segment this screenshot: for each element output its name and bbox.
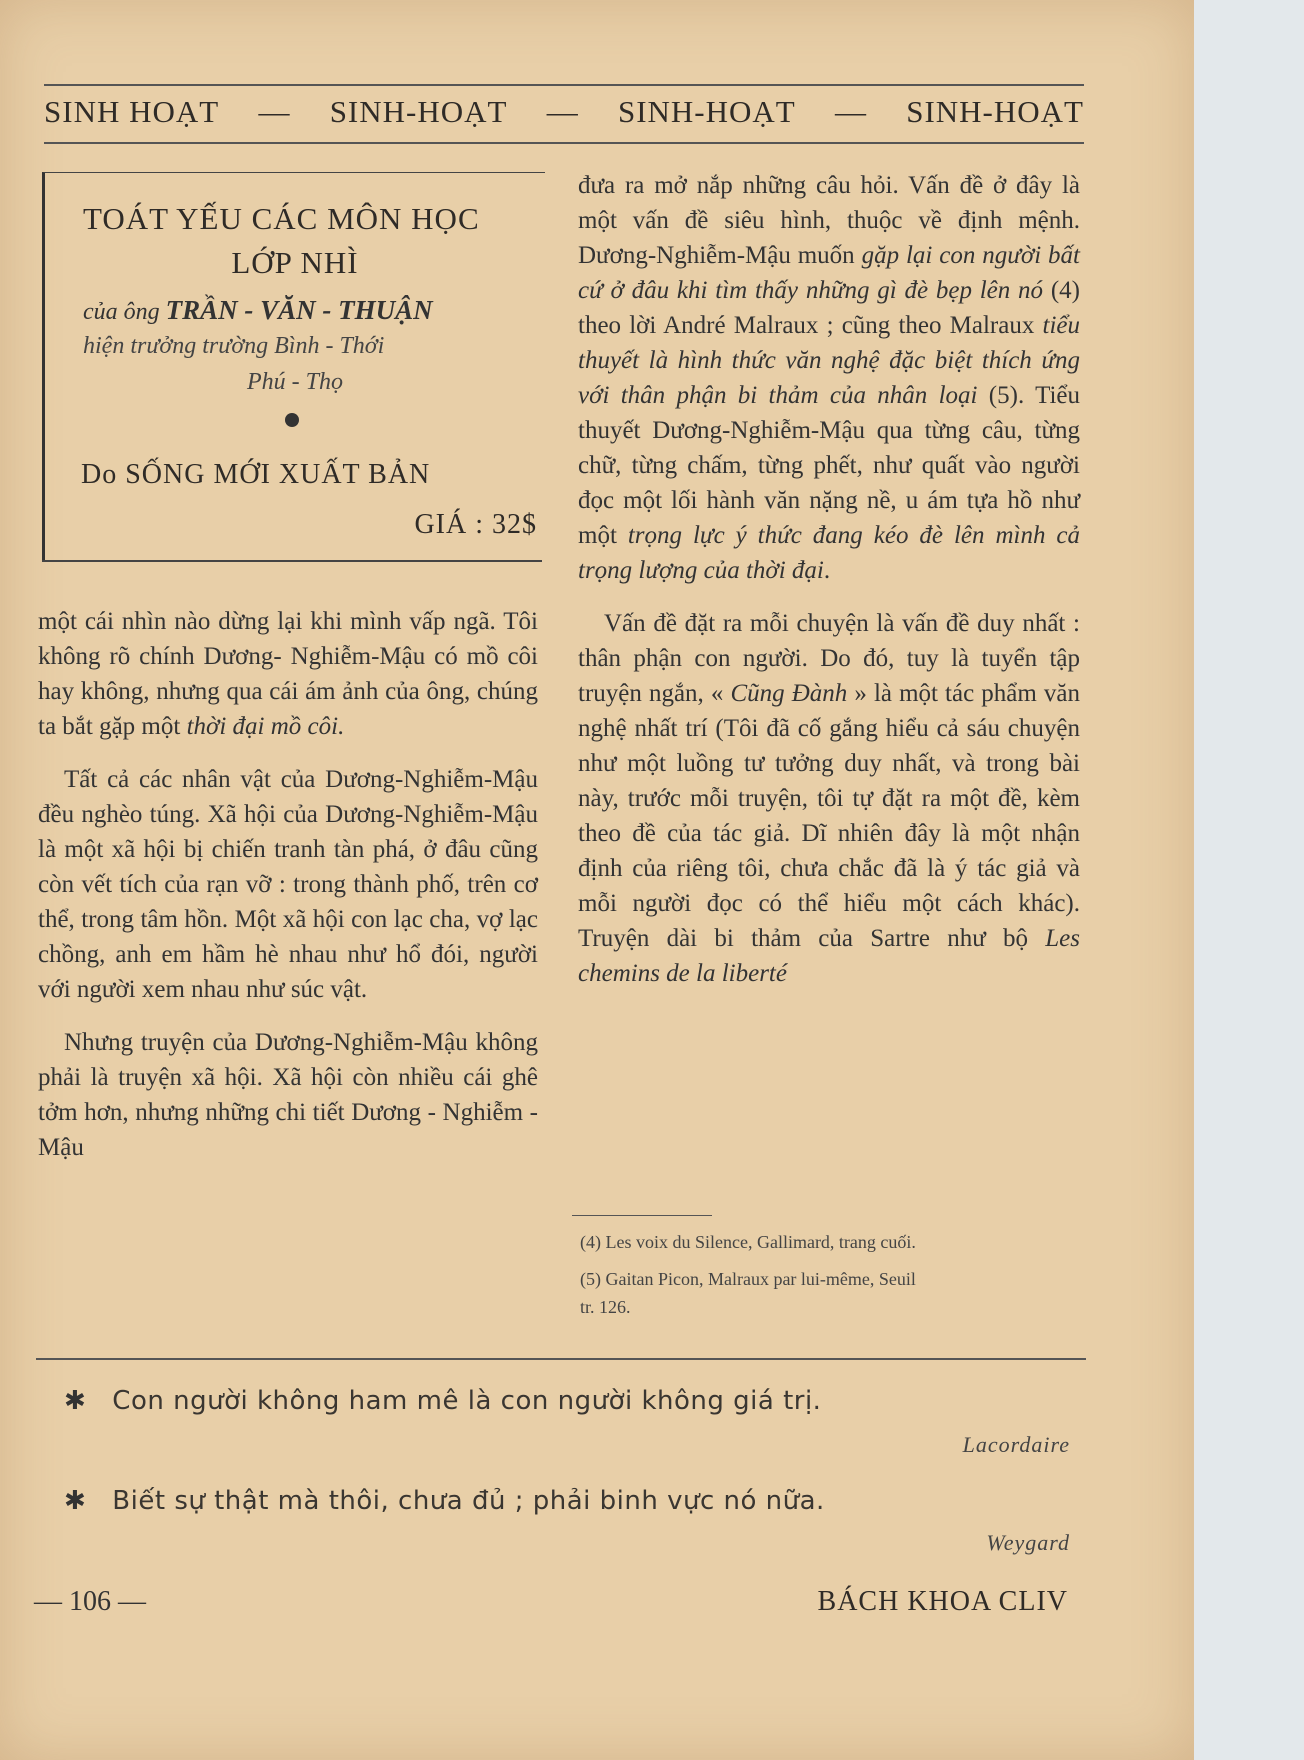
quote-text: Biết sự thật mà thôi, chưa đủ ; phải binh vực nó nữa.: [112, 1486, 825, 1516]
footnote-rule: [572, 1215, 712, 1216]
ad-publisher: Do SỐNG MỚI XUẤT BẢN: [81, 459, 431, 490]
text-line: vấp ngã. Tôi không rõ chính Dương-: [38, 608, 538, 670]
book-advertisement-box: [42, 172, 545, 561]
ad-author-role-line2: Phú - Thọ: [247, 369, 343, 395]
italic-phrase: thời đại mồ côi.: [186, 713, 345, 740]
right-paragraph-1: [578, 168, 1080, 588]
quote-2: [64, 1486, 825, 1516]
text-line: một cái nhìn nào dừng lại khi mình: [38, 608, 402, 635]
quote-1: [64, 1386, 821, 1416]
text-run: .: [823, 557, 831, 584]
ad-author-name: TRẦN - VĂN - THUẬN: [165, 295, 433, 325]
footnote-4: (4) Les voix du Silence, Gallimard, trang cuối.: [580, 1232, 916, 1252]
italic-phrase: trọng lực ý thức đang kéo đè lên mình cả trọng lượng của thời đại: [578, 522, 1080, 584]
header-item: SINH-HOẠT: [329, 94, 508, 129]
text-run: » là một tác phẩm văn nghệ nhất trí (Tôi đã cố gắng hiểu cả sáu chuyện như một luồng tư tưởng duy nhất, và trong bài này, trước mỗi truyện, tôi tự đặt ra một đề, kèm theo đề của tác giả. Dĩ nhiên đây là một nhận định của riêng tôi, chưa chắc đã là ý tác giả và mỗi người đọc có thể hiểu một cách khác). Truyện dài bi thảm của Sartre như bộ: [578, 680, 1080, 952]
section-divider: [36, 1358, 1086, 1360]
ad-author-prefix: của ông: [83, 299, 160, 325]
ad-price: GIÁ : 32$: [414, 509, 537, 540]
italic-phrase: gặp lại con người bất cứ ở đâu khi tìm thấy những gì đè bẹp lên nó: [578, 242, 1080, 304]
right-column: [578, 168, 1080, 991]
left-paragraph-2: Tất cả các nhân vật của Dương-Nghiễm-Mậu đều nghèo túng. Xã hội của Dương-Nghiễm-Mậu là một xã hội bị chiến tranh tàn phá, ở đâu cũng còn vết tích của rạn vỡ : trong thành phố, trên cơ thể, trong tâm hồn. Một xã hội con lạc cha, vợ lạc chồng, anh em hầm hè nhau như hổ đói, người với người xem nhau như súc vật.: [38, 766, 538, 1003]
ad-title-line1: TOÁT YẾU CÁC MÔN HỌC: [83, 201, 480, 236]
header-dash: —: [258, 94, 291, 129]
italic-phrase: tiểu thuyết là hình thức văn nghệ đặc biệt thích ứng với thân phận bi thảm của nhân loại: [578, 312, 1080, 409]
left-paragraph-1: [38, 604, 538, 744]
header-dash: —: [834, 94, 867, 129]
left-column: [38, 604, 538, 1165]
text-line: Nghiễm-Mậu có mồ côi hay không,: [38, 643, 538, 705]
text-line: ta bắt gặp một: [38, 713, 187, 740]
quote-text: Con người không ham mê là con người không giá trị.: [112, 1386, 822, 1416]
running-header: [44, 84, 1084, 144]
footnote-5-cont: tr. 126.: [580, 1297, 631, 1317]
journal-name: BÁCH KHOA CLIV: [817, 1586, 1068, 1617]
star-icon: ✱: [64, 1386, 87, 1416]
star-icon: ✱: [64, 1486, 87, 1516]
left-paragraph-3: Nhưng truyện của Dương-Nghiễm-Mậu không phải là truyện xã hội. Xã hội còn nhiều cái ghê tởm hơn, nhưng những chi tiết Dương - Nghiễm - Mậu: [38, 1029, 538, 1161]
italic-phrase: Les chemins de la liberté: [578, 925, 1080, 987]
text-line: nhưng qua cái ám ảnh của ông, chúng: [156, 678, 538, 705]
text-run: (5). Tiểu thuyết Dương-Nghiễm-Mậu qua từng câu, từng chữ, từng chấm, từng phết, như quất vào người đọc một lối hành văn nặng nề, u ám tựa hồ như một: [578, 382, 1080, 549]
header-item: SINH HOẠT: [44, 94, 220, 129]
bullet-icon: [285, 413, 299, 427]
quote-attribution: Lacordaire: [962, 1432, 1070, 1457]
ad-author: [83, 295, 433, 326]
text-run: Vấn đề đặt ra mỗi chuyện là vấn đề duy nhất : thân phận con người. Do đó, tuy là tuyển tập truyện ngắn, «: [578, 610, 1080, 707]
background-margin: [1194, 0, 1304, 1760]
header-item: SINH-HOẠT: [906, 94, 1084, 129]
ad-title-line2: LỚP NHÌ: [231, 245, 359, 280]
page-number: — 106 —: [34, 1586, 146, 1617]
header-item: SINH-HOẠT: [617, 94, 796, 129]
text-run: (4) theo lời André Malraux ; cũng theo Malraux: [578, 277, 1080, 339]
quote-attribution: Weygard: [986, 1530, 1070, 1555]
box-bottom-rule: [42, 560, 542, 562]
right-paragraph-2: [578, 606, 1080, 991]
ad-author-role-line1: hiện trưởng trường Bình - Thới: [83, 333, 385, 359]
italic-phrase: Cũng Đành: [730, 680, 848, 707]
header-dash: —: [546, 94, 579, 129]
footnote-5: (5) Gaitan Picon, Malraux par lui-même, Seuil: [580, 1269, 916, 1289]
text-run: đưa ra mở nắp những câu hỏi. Vấn đề ở đây là một vấn đề siêu hình, thuộc về định mệnh. Dương-Nghiễm-Mậu muốn: [578, 172, 1080, 269]
